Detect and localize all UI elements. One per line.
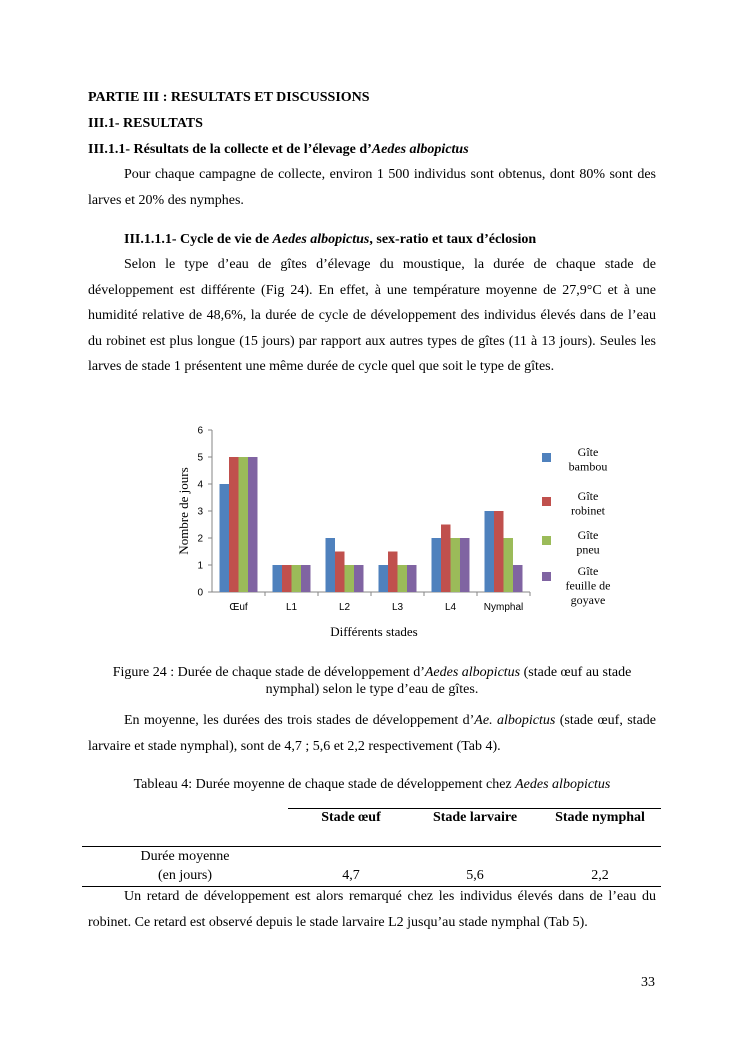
paragraph-1-text: Pour chaque campagne de collecte, environ 1 500 individus sont obtenus, dont 80% sont des larves et 20% des nymphes. — [88, 167, 656, 208]
paragraph-3-pre: En moyenne, les durées des trois stades de développement d’ — [124, 713, 475, 728]
paragraph-3-species: Ae. albopictus — [474, 713, 556, 728]
bar — [239, 457, 249, 592]
subsub-prefix: III.1.1.1- Cycle de vie de — [124, 232, 273, 247]
bar — [494, 511, 504, 592]
caption-post: (stade œuf au stade nymphal) selon le type d’eau de gîtes. — [265, 665, 632, 697]
y-tick-label: 4 — [197, 479, 203, 491]
bar — [485, 511, 495, 592]
legend-label: Gîte feuille de goyave — [565, 564, 611, 607]
duration-bar-chart — [170, 420, 630, 650]
y-tick-label: 1 — [197, 560, 203, 572]
bar — [345, 565, 355, 592]
figure-caption — [88, 664, 656, 698]
paragraph-4 — [88, 884, 656, 935]
x-tick-label: L4 — [444, 602, 457, 613]
bar — [407, 565, 417, 592]
legend-label: Gîte bambou — [568, 445, 608, 474]
bar — [451, 538, 461, 592]
paragraph-1 — [88, 162, 656, 213]
legend-label: Gîte robinet — [571, 489, 605, 518]
x-tick-label: Nymphal — [483, 602, 524, 613]
bar — [441, 525, 451, 593]
subsub-suffix: , sex-ratio et taux d’éclosion — [369, 232, 537, 247]
x-tick-label: Œuf — [229, 602, 248, 613]
bar — [398, 565, 408, 592]
bar — [220, 484, 230, 592]
bar — [354, 565, 364, 592]
table-mid-rule — [82, 846, 661, 847]
caption-species: Aedes albopictus — [424, 665, 521, 680]
table-header-oeuf: Stade œuf — [321, 810, 381, 825]
section-heading: III.1- RESULTATS — [88, 116, 203, 131]
table-top-rule — [288, 808, 661, 809]
subsection-species: Aedes albopictus — [371, 142, 469, 157]
bar — [326, 538, 336, 592]
bar — [504, 538, 514, 592]
table-value-nymphal: 2,2 — [591, 868, 609, 883]
bar — [432, 538, 442, 592]
y-tick-label: 6 — [197, 425, 203, 437]
y-tick-label: 3 — [197, 506, 203, 518]
table-title-pre: Tableau 4: Durée moyenne de chaque stade de développement chez — [133, 777, 516, 792]
x-tick-label: L2 — [338, 602, 351, 613]
paragraph-3 — [88, 708, 656, 759]
table-value-oeuf: 4,7 — [342, 868, 360, 883]
subsection-heading — [88, 142, 469, 158]
bar — [460, 538, 470, 592]
legend-label: Gîte pneu — [576, 528, 600, 557]
page-number: 33 — [641, 975, 655, 990]
paragraph-4-text: Un retard de développement est alors remarqué chez les individus élevés dans de l’eau du robinet. Ce retard est observé depuis le stade larvaire L2 jusqu’au stade nymphal (Tab 5). — [88, 889, 656, 930]
legend-swatch — [542, 536, 551, 545]
y-tick-label: 0 — [197, 587, 203, 599]
x-axis-label: Différents stades — [330, 624, 418, 639]
bar — [379, 565, 389, 592]
x-tick-label: L3 — [391, 602, 404, 613]
legend-swatch — [542, 572, 551, 581]
bar — [292, 565, 302, 592]
subsubsection-heading — [124, 232, 536, 248]
table-header-larvaire: Stade larvaire — [432, 810, 518, 825]
legend-swatch — [542, 497, 551, 506]
bar — [513, 565, 523, 592]
subsection-prefix: III.1.1- Résultats de la collecte et de l’élevage d’ — [88, 142, 372, 157]
x-tick-label: L1 — [285, 602, 298, 613]
bar — [282, 565, 292, 592]
bar — [335, 552, 345, 593]
bar — [301, 565, 311, 592]
y-tick-label: 5 — [197, 452, 203, 464]
legend-swatch — [542, 453, 551, 462]
bar — [273, 565, 283, 592]
subsub-species: Aedes albopictus — [272, 232, 370, 247]
bar — [388, 552, 398, 593]
y-axis-label: Nombre de jours — [176, 467, 191, 555]
table-row-label-line2: (en jours) — [157, 868, 213, 883]
table-title — [88, 777, 656, 793]
table-row-label-line1: Durée moyenne — [140, 849, 230, 864]
y-tick-label: 2 — [197, 533, 203, 545]
table-title-species: Aedes albopictus — [515, 777, 611, 792]
table-header-nymphal: Stade nymphal — [555, 810, 645, 825]
paragraph-3-post: (stade œuf, stade larvaire et stade nymphal), sont de 4,7 ; 5,6 et 2,2 respectivement (Tab 4). — [88, 713, 657, 754]
part-heading: PARTIE III : RESULTATS ET DISCUSSIONS — [88, 90, 370, 105]
bar — [248, 457, 258, 592]
paragraph-2-text: Selon le type d’eau de gîtes d’élevage du moustique, la durée de chaque stade de développement est différente (Fig 24). En effet, à une température moyenne de 27,9°C et à une humidité relative de 48,6%, la durée de cycle de développement des individus élevés dans de l’eau du robinet est plus longue (15 jours) par rapport aux autres types de gîtes (11 à 13 jours). Seules les larves de stade 1 présentent une même durée de cycle quel que soit le type de gîtes. — [88, 257, 656, 374]
bar — [229, 457, 239, 592]
paragraph-2 — [88, 252, 656, 380]
table-value-larvaire: 5,6 — [466, 868, 484, 883]
caption-pre: Figure 24 : Durée de chaque stade de développement d’ — [112, 665, 425, 680]
